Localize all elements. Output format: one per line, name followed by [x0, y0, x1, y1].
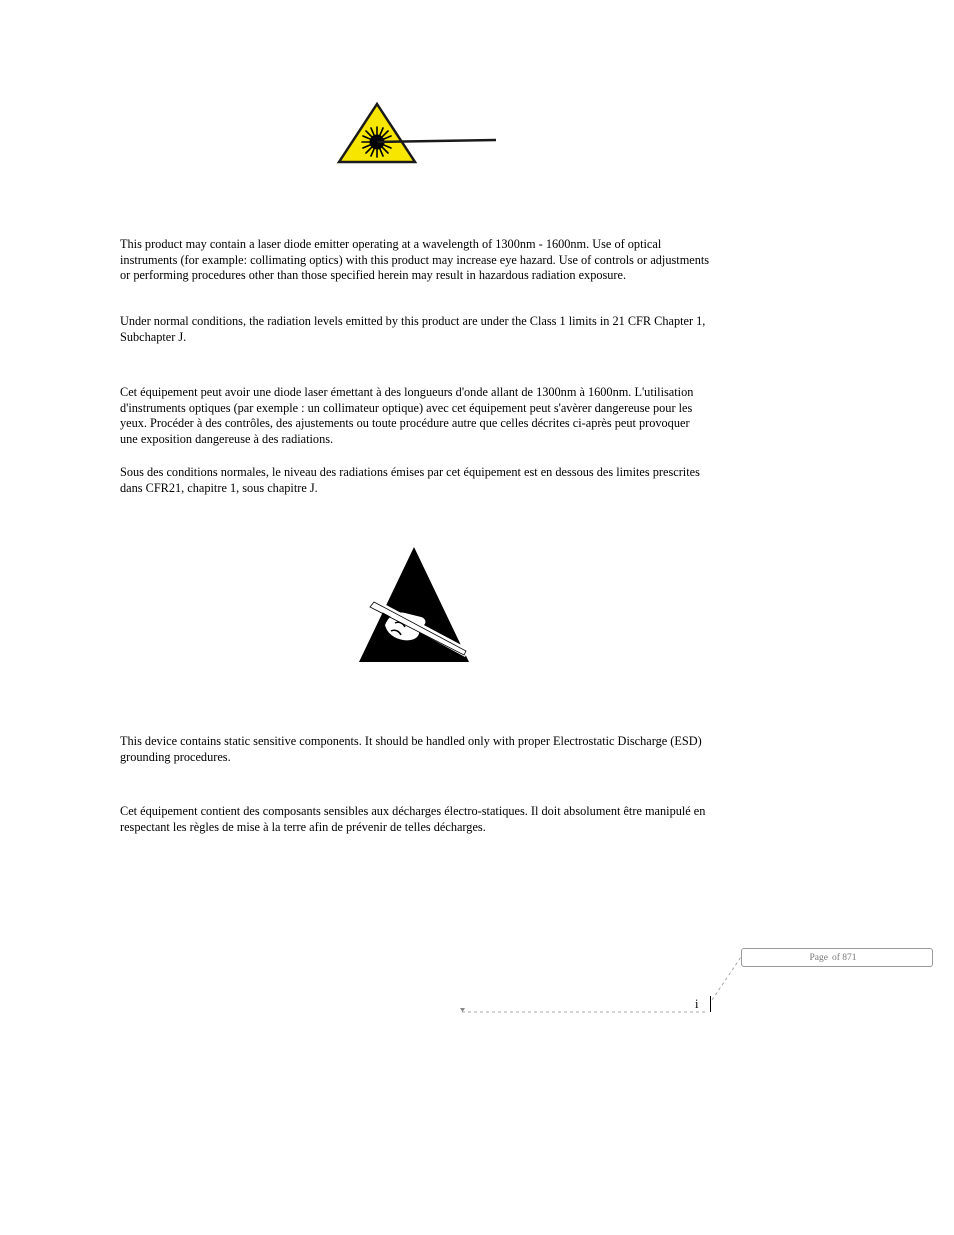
- page-total: of 871: [831, 952, 857, 963]
- esd-warning-icon: [355, 545, 473, 665]
- laser-warning-fr-paragraph-2: Sous des conditions normales, le niveau des radiations émises par cet équipement est en dessous des limites prescrites dans CFR21, chapitre 1, sous chapitre J.: [120, 465, 700, 495]
- esd-warning-en-paragraph: This device contains static sensitive components. It should be handled only with proper Electrostatic Discharge (ESD) grounding procedures.: [120, 734, 702, 764]
- page-label: Page: [809, 952, 828, 963]
- esd-warning-fr-paragraph: Cet équipement contient des composants sensibles aux décharges électro-statiques. Il doit absolument être manipulé en respectant les règles de mise à la terre afin de prévenir de telles décharges.: [120, 804, 706, 834]
- text-cursor: [710, 996, 711, 1012]
- laser-warning-en-paragraph-2: Under normal conditions, the radiation levels emitted by this product are under the Class 1 limits in 21 CFR Chapter 1, Subchapter J.: [120, 314, 706, 344]
- laser-warning-icon: [336, 100, 498, 166]
- laser-warning-fr-paragraph-1: Cet équipement peut avoir une diode laser émettant à des longueurs d'onde allant de 1300nm à 1600nm. L'utilisation d'instruments optiques (par exemple : un collimateur optique) avec cet équipement peut s'avèrer dangereuse pour les yeux. Procéder à des contrôles, des ajustements ou toute procédure autre que celles décrites ci-après peut provoquer une exposition dangereuse à des radiations.: [120, 385, 694, 446]
- page-count-box: [741, 948, 933, 967]
- page-number: i: [695, 997, 699, 1011]
- laser-warning-en-paragraph-1: This product may contain a laser diode emitter operating at a wavelength of 1300nm - 1600nm. Use of optical instruments (for example: collimating optics) with this product may increase eye hazard. Use of controls or adjustments or performing procedures other than those specified herein may result in hazardous radiation exposure.: [120, 237, 710, 282]
